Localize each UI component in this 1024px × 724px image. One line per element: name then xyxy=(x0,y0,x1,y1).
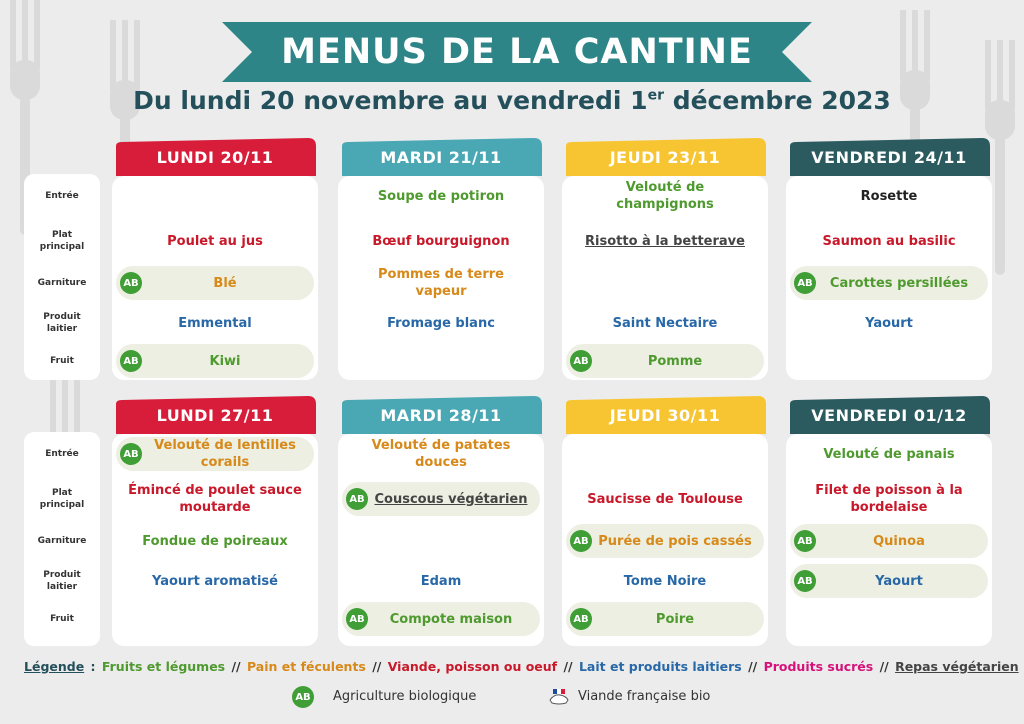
menu-item-garniture: Quinoa xyxy=(873,533,925,549)
date-range xyxy=(0,86,1024,115)
row-label-laitier xyxy=(24,311,100,335)
row-label-plat xyxy=(24,229,100,253)
date-range-suffix: décembre 2023 xyxy=(663,86,891,115)
menu-item-laitier: Emmental xyxy=(178,315,252,331)
menu-item-laitier: Yaourt xyxy=(875,573,923,589)
bio-icon: AB xyxy=(794,570,816,592)
legend xyxy=(24,659,1019,674)
page-title: MENUS DE LA CANTINE xyxy=(281,32,753,72)
day-label: MARDI 21/11 xyxy=(380,147,502,167)
bio-icon: AB xyxy=(570,530,592,552)
menu-item-plat: Risotto à la betterave xyxy=(585,233,745,249)
day-label: JEUDI 23/11 xyxy=(609,147,721,167)
legend-separator: // xyxy=(559,659,577,674)
bio-icon: AB xyxy=(120,350,142,372)
row-labels-panel xyxy=(24,174,100,380)
legend-item: Repas végétarien xyxy=(895,659,1019,674)
menu-item-entree: Velouté de panais xyxy=(823,446,955,462)
row-label-entree xyxy=(24,448,100,460)
row-label-line: principal xyxy=(39,242,85,252)
bio-icon: AB xyxy=(570,350,592,372)
menu-item-plat: Couscous végétarien xyxy=(374,491,528,507)
day-label: JEUDI 30/11 xyxy=(609,405,721,425)
row-label-line: Plat xyxy=(51,230,73,240)
bio-icon: AB xyxy=(570,608,592,630)
menu-item-plat: Émincé de poulet sauce moutarde xyxy=(128,483,302,515)
legend-colon: : xyxy=(86,659,100,674)
day-label: LUNDI 20/11 xyxy=(156,147,274,167)
menu-item-entree: Soupe de potiron xyxy=(377,188,505,204)
row-label-line: Garniture xyxy=(37,536,87,546)
legend-item: Fruits et légumes xyxy=(101,659,226,674)
menu-item-plat: Saumon au basilic xyxy=(822,233,956,249)
menu-item-garniture: Pommes de terre vapeur xyxy=(378,267,504,299)
date-range-sup: er xyxy=(647,87,664,104)
row-label-line: Fruit xyxy=(50,614,74,624)
legend-item: Pain et féculents xyxy=(246,659,366,674)
bio-icon: AB xyxy=(346,608,368,630)
day-label: LUNDI 27/11 xyxy=(156,405,274,425)
menu-item-garniture: Blé xyxy=(213,275,237,291)
date-range-prefix: Du lundi 20 novembre au vendredi 1 xyxy=(133,86,648,115)
menu-item-garniture: Carottes persillées xyxy=(829,275,969,291)
legend-items xyxy=(102,659,1021,674)
row-label-line: Produit xyxy=(43,312,81,322)
row-label-laitier xyxy=(24,569,100,593)
bio-icon: AB xyxy=(120,443,142,465)
bio-icon: AB xyxy=(292,686,314,708)
row-label-garniture xyxy=(24,277,100,289)
bottom-legend xyxy=(0,683,1024,713)
row-label-fruit xyxy=(24,355,100,367)
legend-separator: // xyxy=(367,659,386,674)
menu-item-laitier: Saint Nectaire xyxy=(612,315,718,331)
bio-icon: AB xyxy=(794,272,816,294)
french-meat-icon xyxy=(548,686,570,708)
row-label-line: Garniture xyxy=(37,278,87,288)
legend-label: Légende xyxy=(24,659,85,674)
menu-item-fruit: Poire xyxy=(655,611,695,627)
menu-item-entree: Velouté de patates douces xyxy=(371,438,511,470)
row-label-plat xyxy=(24,487,100,511)
row-label-line: Produit xyxy=(43,570,81,580)
bio-icon: AB xyxy=(794,530,816,552)
menu-item-plat: Filet de poisson à la bordelaise xyxy=(815,483,963,515)
menu-item-fruit: Pomme xyxy=(647,353,703,369)
bio-label: Agriculture biologique xyxy=(333,689,477,704)
legend-separator: // xyxy=(227,659,245,674)
menu-item-laitier: Yaourt aromatisé xyxy=(152,573,278,589)
legend-item: Produits sucrés xyxy=(763,659,874,674)
row-label-line: principal xyxy=(39,500,85,510)
menu-item-laitier: Yaourt xyxy=(865,315,913,331)
legend-separator: // xyxy=(875,659,894,674)
bio-icon: AB xyxy=(120,272,142,294)
menu-item-fruit: Compote maison xyxy=(389,611,513,627)
day-label: VENDREDI 01/12 xyxy=(811,405,967,425)
day-label: MARDI 28/11 xyxy=(380,405,502,425)
menu-item-plat: Poulet au jus xyxy=(167,233,263,249)
french-meat-label: Viande française bio xyxy=(578,689,711,704)
bio-icon: AB xyxy=(346,488,368,510)
menu-item-fruit: Kiwi xyxy=(209,353,241,369)
menu-item-laitier: Edam xyxy=(420,573,462,589)
row-label-line: Entrée xyxy=(45,449,79,459)
menu-item-garniture: Purée de pois cassés xyxy=(598,533,752,549)
legend-separator: // xyxy=(743,659,762,674)
row-label-garniture xyxy=(24,535,100,547)
day-label: VENDREDI 24/11 xyxy=(811,147,967,167)
menu-item-entree: Velouté de lentilles corails xyxy=(154,438,296,470)
row-label-fruit xyxy=(24,613,100,625)
legend-item: Viande, poisson ou oeuf xyxy=(387,659,558,674)
row-label-line: laitier xyxy=(46,324,78,334)
row-label-line: laitier xyxy=(46,582,78,592)
row-label-line: Fruit xyxy=(50,356,74,366)
menu-item-entree: Velouté de champignons xyxy=(616,180,714,212)
menu-item-garniture: Fondue de poireaux xyxy=(142,533,288,549)
legend-item: Lait et produits laitiers xyxy=(578,659,742,674)
menu-item-laitier: Tome Noire xyxy=(623,573,707,589)
row-label-line: Plat xyxy=(51,488,73,498)
menu-item-entree: Rosette xyxy=(860,188,918,204)
row-label-entree xyxy=(24,190,100,202)
row-label-line: Entrée xyxy=(45,191,79,201)
menu-item-laitier: Fromage blanc xyxy=(387,315,495,331)
menu-item-plat: Bœuf bourguignon xyxy=(372,233,510,249)
row-labels-panel xyxy=(24,432,100,646)
menu-item-plat: Saucisse de Toulouse xyxy=(587,491,743,507)
